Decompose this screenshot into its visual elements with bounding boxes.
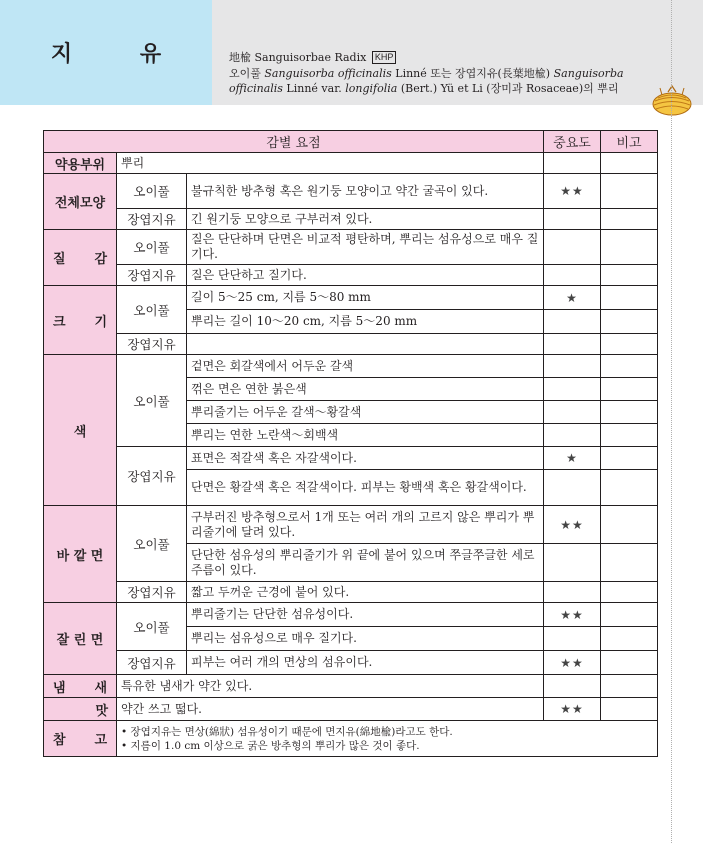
drug-name-line bbox=[229, 50, 669, 65]
table-row bbox=[44, 506, 658, 544]
identification-table bbox=[43, 130, 658, 757]
header-key-points: 감별 요점 bbox=[44, 131, 544, 153]
table-header-row bbox=[44, 131, 658, 153]
drug-name: 地楡 Sanguisorbae Radix bbox=[229, 51, 367, 64]
table-row bbox=[44, 721, 658, 757]
table-row bbox=[44, 698, 658, 721]
row-label: 잘 린 면 bbox=[44, 603, 117, 675]
table-row bbox=[44, 603, 658, 627]
importance-stars: ★★ bbox=[544, 603, 601, 627]
table-row bbox=[44, 174, 658, 209]
row-label: 크 기 bbox=[44, 286, 117, 355]
row-desc: 단면은 황갈색 혹은 적갈색이다. 피부는 황백색 혹은 황갈색이다. bbox=[187, 470, 544, 506]
page-edge-guide bbox=[671, 0, 672, 843]
row-label: 질 감 bbox=[44, 230, 117, 286]
table-row bbox=[44, 582, 658, 603]
species-label: 장엽지유 bbox=[117, 651, 187, 675]
khp-badge: KHP bbox=[372, 51, 397, 64]
row-label: 바 깥 면 bbox=[44, 506, 117, 603]
header-importance: 중요도 bbox=[544, 131, 601, 153]
species-label: 오이풀 bbox=[117, 174, 187, 209]
row-desc: 뿌리줄기는 단단한 섬유성이다. bbox=[187, 603, 544, 627]
species-label: 오이풀 bbox=[117, 603, 187, 651]
page-title: 지 유 bbox=[50, 42, 192, 67]
row-desc: 표면은 적갈색 혹은 자갈색이다. bbox=[187, 447, 544, 470]
importance-stars: ★★ bbox=[544, 506, 601, 544]
row-desc: 피부는 여러 개의 면상의 섬유이다. bbox=[187, 651, 544, 675]
row-desc: 뿌리는 연한 노란색～회백색 bbox=[187, 424, 544, 447]
importance-stars: ★★ bbox=[544, 651, 601, 675]
importance-stars: ★ bbox=[544, 447, 601, 470]
row-desc: 특유한 냄새가 약간 있다. bbox=[117, 675, 544, 698]
row-label: 맛 bbox=[44, 698, 117, 721]
species-label: 오이풀 bbox=[117, 355, 187, 447]
row-desc: 뿌리는 길이 10～20 cm, 지름 5～20 mm bbox=[187, 310, 544, 334]
row-desc: 뿌리줄기는 어두운 갈색～황갈색 bbox=[187, 401, 544, 424]
table-row bbox=[44, 265, 658, 286]
row-desc: 겉면은 회갈색에서 어두운 갈색 bbox=[187, 355, 544, 378]
row-desc: 뿌리 bbox=[117, 153, 544, 174]
table-row bbox=[44, 286, 658, 310]
row-desc: 질은 단단하며 단면은 비교적 평탄하며, 뿌리는 섬유성으로 매우 질기다. bbox=[187, 230, 544, 265]
importance-stars: ★★ bbox=[544, 174, 601, 209]
table-row bbox=[44, 675, 658, 698]
header-remarks: 비고 bbox=[601, 131, 658, 153]
row-label: 냄 새 bbox=[44, 675, 117, 698]
row-desc: 구부러진 방추형으로서 1개 또는 여러 개의 고르지 않은 뿌리가 뿌리줄기에 달려 있다. bbox=[187, 506, 544, 544]
origin-line-2: officinalis Linné var. longifolia (Bert.) Yü et Li (장미과 Rosaceae)의 뿌리 bbox=[229, 82, 619, 95]
species-label: 장엽지유 bbox=[117, 447, 187, 506]
species-label: 장엽지유 bbox=[117, 265, 187, 286]
table-row bbox=[44, 334, 658, 355]
species-label: 장엽지유 bbox=[117, 209, 187, 230]
table-row bbox=[44, 230, 658, 265]
table-row bbox=[44, 651, 658, 675]
importance-stars: ★ bbox=[544, 286, 601, 310]
row-desc: 불규칙한 방추형 혹은 원기둥 모양이고 약간 굴곡이 있다. bbox=[187, 174, 544, 209]
source-description bbox=[229, 50, 669, 96]
row-label: 전체모양 bbox=[44, 174, 117, 230]
row-label: 색 bbox=[44, 355, 117, 506]
row-desc: 긴 원기둥 모양으로 구부러져 있다. bbox=[187, 209, 544, 230]
row-label: 약용부위 bbox=[44, 153, 117, 174]
table-row bbox=[44, 209, 658, 230]
row-desc: 짧고 두꺼운 근경에 붙어 있다. bbox=[187, 582, 544, 603]
table-row bbox=[44, 153, 658, 174]
row-desc: 길이 5～25 cm, 지름 5～80 mm bbox=[187, 286, 544, 310]
row-desc: 단단한 섬유성의 뿌리줄기가 위 끝에 붙어 있으며 쭈글쭈글한 세로주름이 있다. bbox=[187, 544, 544, 582]
title-box bbox=[0, 0, 212, 105]
species-label: 오이풀 bbox=[117, 506, 187, 582]
table-row bbox=[44, 355, 658, 378]
note-text: • 장엽지유는 면상(綿狀) 섬유성이기 때문에 면지유(綿地楡)라고도 한다. • 지름이 1.0 cm 이상으로 굵은 방추형의 뿌리가 많은 것이 좋다. bbox=[117, 721, 658, 757]
row-desc: 뿌리는 섬유성으로 매우 질기다. bbox=[187, 627, 544, 651]
importance-stars: ★★ bbox=[544, 698, 601, 721]
species-label: 장엽지유 bbox=[117, 582, 187, 603]
species-label: 오이풀 bbox=[117, 286, 187, 334]
row-desc: 꺾은 면은 연한 붉은색 bbox=[187, 378, 544, 401]
herb-bundle-icon bbox=[650, 84, 694, 118]
row-label: 참 고 bbox=[44, 721, 117, 757]
row-desc: 질은 단단하고 질기다. bbox=[187, 265, 544, 286]
origin-line: 오이풀 Sanguisorba officinalis Linné 또는 장엽지유(長葉地楡) Sanguisorba bbox=[229, 67, 624, 80]
row-desc: 약간 쓰고 떫다. bbox=[117, 698, 544, 721]
species-label: 장엽지유 bbox=[117, 334, 187, 355]
species-label: 오이풀 bbox=[117, 230, 187, 265]
table-row bbox=[44, 447, 658, 470]
